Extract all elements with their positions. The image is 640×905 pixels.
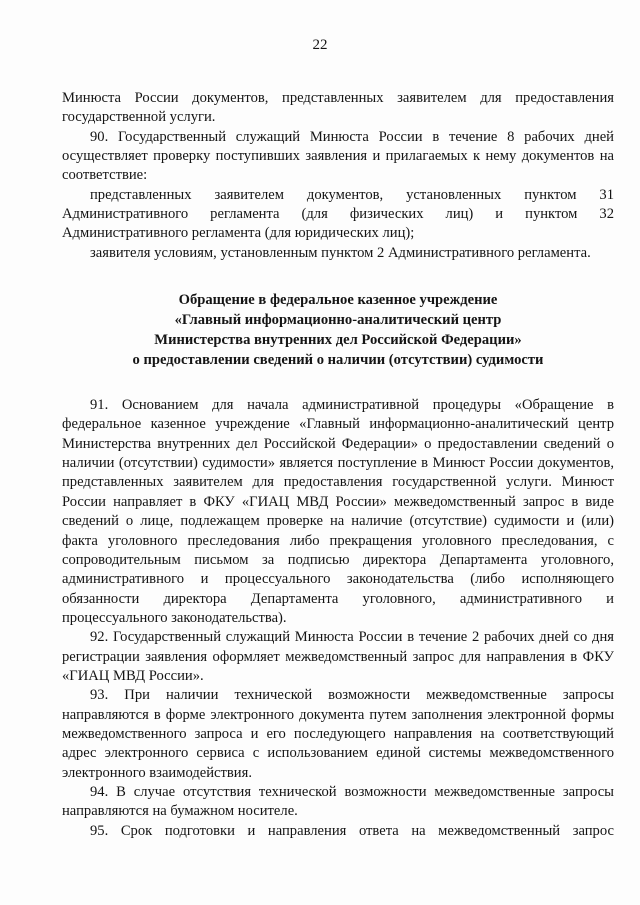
paragraph-90-item-2: заявителя условиям, установленным пунктом 2 Административного регламента.	[90, 244, 591, 261]
paragraph-91: 91. Основанием для начала административной процедуры «Обращение в федеральное казенное учреждение «Главный информационно-аналитический центр Министерства внутренних дел Российской Федерации» о предоставлении сведений о наличии (отсутствии) судимости» является поступление в Минюст России документов, представленных заявителем для предоставления государственной услуги. Минюст России направляет в ФКУ «ГИАЦ МВД России» межведомственный запрос в виде сведений о лице, подлежащем проверке на наличие (отсутствие) судимости и (или) факта уголовного преследования либо прекращения уголовного преследования, с сопроводительным письмом за подписью директора Департамента уголовного, административного и процессуального законодательства (либо исполняющего обязанности директора Департамента уголовного, административного и процессуального законодательства).	[62, 397, 614, 626]
paragraph-92: 92. Государственный служащий Минюста России в течение 2 рабочих дней со дня регистрации заявления оформляет межведомственный запрос для направления в ФКУ «ГИАЦ МВД России».	[62, 629, 614, 684]
paragraph-90: 90. Государственный служащий Минюста России в течение 8 рабочих дней осуществляет проверку поступивших заявления и прилагаемых к нему документов на соответствие:	[62, 128, 614, 184]
heading-line-3: Министерства внутренних дел Российской Федерации»	[154, 332, 522, 349]
section-heading	[62, 290, 614, 370]
paragraph-95: 95. Срок подготовки и направления ответа на межведомственный запрос	[90, 822, 614, 839]
paragraph-93: 93. При наличии технической возможности межведомственные запросы направляются в форме электронного документа путем заполнения электронной формы межведомственного запроса и его последующего направления на соответствующий адрес электронного сервиса с использованием единой системы межведомственного электронного взаимодействия.	[62, 687, 614, 781]
paragraph-89-continuation: Минюста России документов, представленных заявителем для предоставления государственной услуги.	[62, 90, 614, 126]
document-body	[62, 89, 614, 841]
heading-line-4: о предоставлении сведений о наличии (отсутствии) судимости	[132, 352, 544, 369]
page-number: 22	[312, 37, 328, 53]
heading-line-2: «Главный информационно-аналитический центр	[174, 312, 502, 329]
paragraph-90-item-1: представленных заявителем документов, установленных пунктом 31 Административного регламента (для физических лиц) и пунктом 32 Административного регламента (для юридических лиц);	[62, 186, 614, 242]
heading-line-1: Обращение в федеральное казенное учреждение	[178, 292, 498, 309]
paragraph-94: 94. В случае отсутствия технической возможности межведомственные запросы направляются на бумажном носителе.	[62, 783, 614, 820]
